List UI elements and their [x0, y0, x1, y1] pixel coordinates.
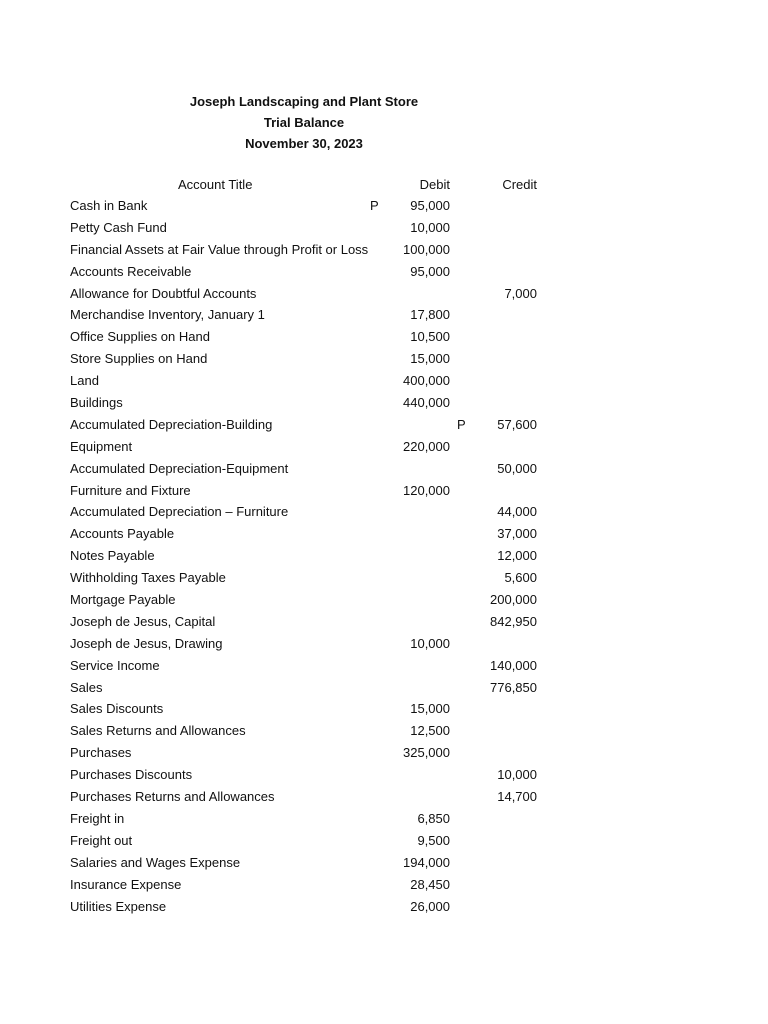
account-title-cell: Joseph de Jesus, Drawing: [70, 635, 223, 651]
table-row: [0, 286, 768, 308]
credit-amount-cell: 37,000: [497, 526, 537, 542]
account-title-cell: Purchases Discounts: [70, 767, 193, 783]
account-rows: [0, 198, 768, 920]
account-title-cell: Store Supplies on Hand: [70, 351, 208, 367]
debit-amount-cell: 95,000: [410, 263, 450, 279]
credit-amount-cell: 5,600: [504, 570, 537, 586]
credit-peso-sign: P: [457, 416, 466, 432]
table-row: [0, 504, 768, 526]
table-row: [0, 220, 768, 242]
company-name: Joseph Landscaping and Plant Store: [189, 94, 419, 109]
account-title-cell: Accounts Receivable: [70, 263, 192, 279]
debit-amount-cell: 100,000: [403, 241, 450, 257]
account-title-cell: Purchases: [70, 745, 132, 761]
account-title-cell: Accumulated Depreciation-Building: [70, 416, 273, 432]
credit-amount-cell: 12,000: [497, 548, 537, 564]
account-title-cell: Land: [70, 373, 99, 389]
account-title-cell: Sales Discounts: [70, 701, 164, 717]
table-row: [0, 329, 768, 351]
table-row: [0, 198, 768, 220]
credit-amount-cell: 57,600: [497, 416, 537, 432]
table-row: [0, 877, 768, 899]
account-title-cell: Financial Assets at Fair Value through Profit or Loss: [70, 241, 369, 257]
account-title-cell: Mortgage Payable: [70, 592, 176, 608]
debit-amount-cell: 194,000: [403, 854, 450, 870]
account-title-cell: Accumulated Depreciation-Equipment: [70, 460, 289, 476]
account-title-cell: Equipment: [70, 438, 133, 454]
table-row: [0, 833, 768, 855]
report-date: November 30, 2023: [245, 136, 363, 151]
table-row: [0, 526, 768, 548]
debit-amount-cell: 120,000: [403, 482, 450, 498]
table-row: [0, 548, 768, 570]
credit-amount-cell: 44,000: [497, 504, 537, 520]
debit-amount-cell: 400,000: [403, 373, 450, 389]
table-row: [0, 417, 768, 439]
table-row: [0, 767, 768, 789]
account-title-cell: Accounts Payable: [70, 526, 175, 542]
debit-amount-cell: 10,000: [410, 219, 450, 235]
credit-amount-cell: 10,000: [497, 767, 537, 783]
debit-amount-cell: 17,800: [410, 307, 450, 323]
table-row: [0, 636, 768, 658]
table-row: [0, 395, 768, 417]
debit-amount-cell: 28,450: [410, 876, 450, 892]
account-title-cell: Petty Cash Fund: [70, 219, 167, 235]
table-row: [0, 373, 768, 395]
table-row: [0, 307, 768, 329]
account-title-cell: Freight in: [70, 810, 125, 826]
table-row: [0, 658, 768, 680]
debit-amount-cell: 440,000: [403, 395, 450, 411]
table-row: [0, 855, 768, 877]
credit-amount-cell: 776,850: [490, 679, 537, 695]
debit-amount-cell: 220,000: [403, 438, 450, 454]
account-title-cell: Insurance Expense: [70, 876, 182, 892]
account-title-cell: Joseph de Jesus, Capital: [70, 613, 216, 629]
table-row: [0, 789, 768, 811]
table-row: [0, 614, 768, 636]
table-row: [0, 439, 768, 461]
table-row: [0, 680, 768, 702]
account-title-cell: Utilities Expense: [70, 898, 167, 914]
credit-amount-cell: 140,000: [490, 657, 537, 673]
debit-amount-cell: 10,500: [410, 329, 450, 345]
debit-amount-cell: 325,000: [403, 745, 450, 761]
account-title-cell: Notes Payable: [70, 548, 155, 564]
debit-amount-cell: 95,000: [410, 198, 450, 213]
debit-amount-cell: 10,000: [410, 635, 450, 651]
credit-amount-cell: 50,000: [497, 460, 537, 476]
debit-peso-sign: P: [370, 198, 379, 213]
debit-amount-cell: 15,000: [410, 701, 450, 717]
account-title-cell: Cash in Bank: [70, 198, 148, 213]
account-title-cell: Accumulated Depreciation – Furniture: [70, 504, 289, 520]
table-row: [0, 811, 768, 833]
account-title-cell: Furniture and Fixture: [70, 482, 191, 498]
table-row: [0, 723, 768, 745]
debit-amount-cell: 6,850: [417, 810, 450, 826]
account-title-cell: Merchandise Inventory, January 1: [70, 307, 265, 323]
table-row: [0, 592, 768, 614]
account-title-cell: Buildings: [70, 395, 123, 411]
column-header-debit: Debit: [419, 177, 450, 192]
debit-amount-cell: 9,500: [417, 832, 450, 848]
table-row: [0, 461, 768, 483]
table-row: [0, 264, 768, 286]
column-header-account-title: Account Title: [178, 177, 253, 192]
column-header-credit: Credit: [502, 177, 537, 192]
table-row: [0, 570, 768, 592]
table-row: [0, 351, 768, 373]
account-title-cell: Sales Returns and Allowances: [70, 723, 246, 739]
table-row: [0, 483, 768, 505]
table-row: [0, 701, 768, 723]
account-title-cell: Office Supplies on Hand: [70, 329, 210, 345]
account-title-cell: Purchases Returns and Allowances: [70, 789, 275, 805]
account-title-cell: Allowance for Doubtful Accounts: [70, 285, 257, 301]
debit-amount-cell: 15,000: [410, 351, 450, 367]
table-row: [0, 745, 768, 767]
table-row: [0, 242, 768, 264]
account-title-cell: Service Income: [70, 657, 160, 673]
account-title-cell: Sales: [70, 679, 103, 695]
report-title: Trial Balance: [263, 115, 345, 130]
account-title-cell: Freight out: [70, 832, 133, 848]
debit-amount-cell: 26,000: [410, 898, 450, 914]
table-row: [0, 899, 768, 921]
debit-amount-cell: 12,500: [410, 723, 450, 739]
account-title-cell: Salaries and Wages Expense: [70, 854, 241, 870]
credit-amount-cell: 14,700: [497, 789, 537, 805]
credit-amount-cell: 842,950: [490, 613, 537, 629]
credit-amount-cell: 200,000: [490, 592, 537, 608]
credit-amount-cell: 7,000: [504, 285, 537, 301]
account-title-cell: Withholding Taxes Payable: [70, 570, 226, 586]
